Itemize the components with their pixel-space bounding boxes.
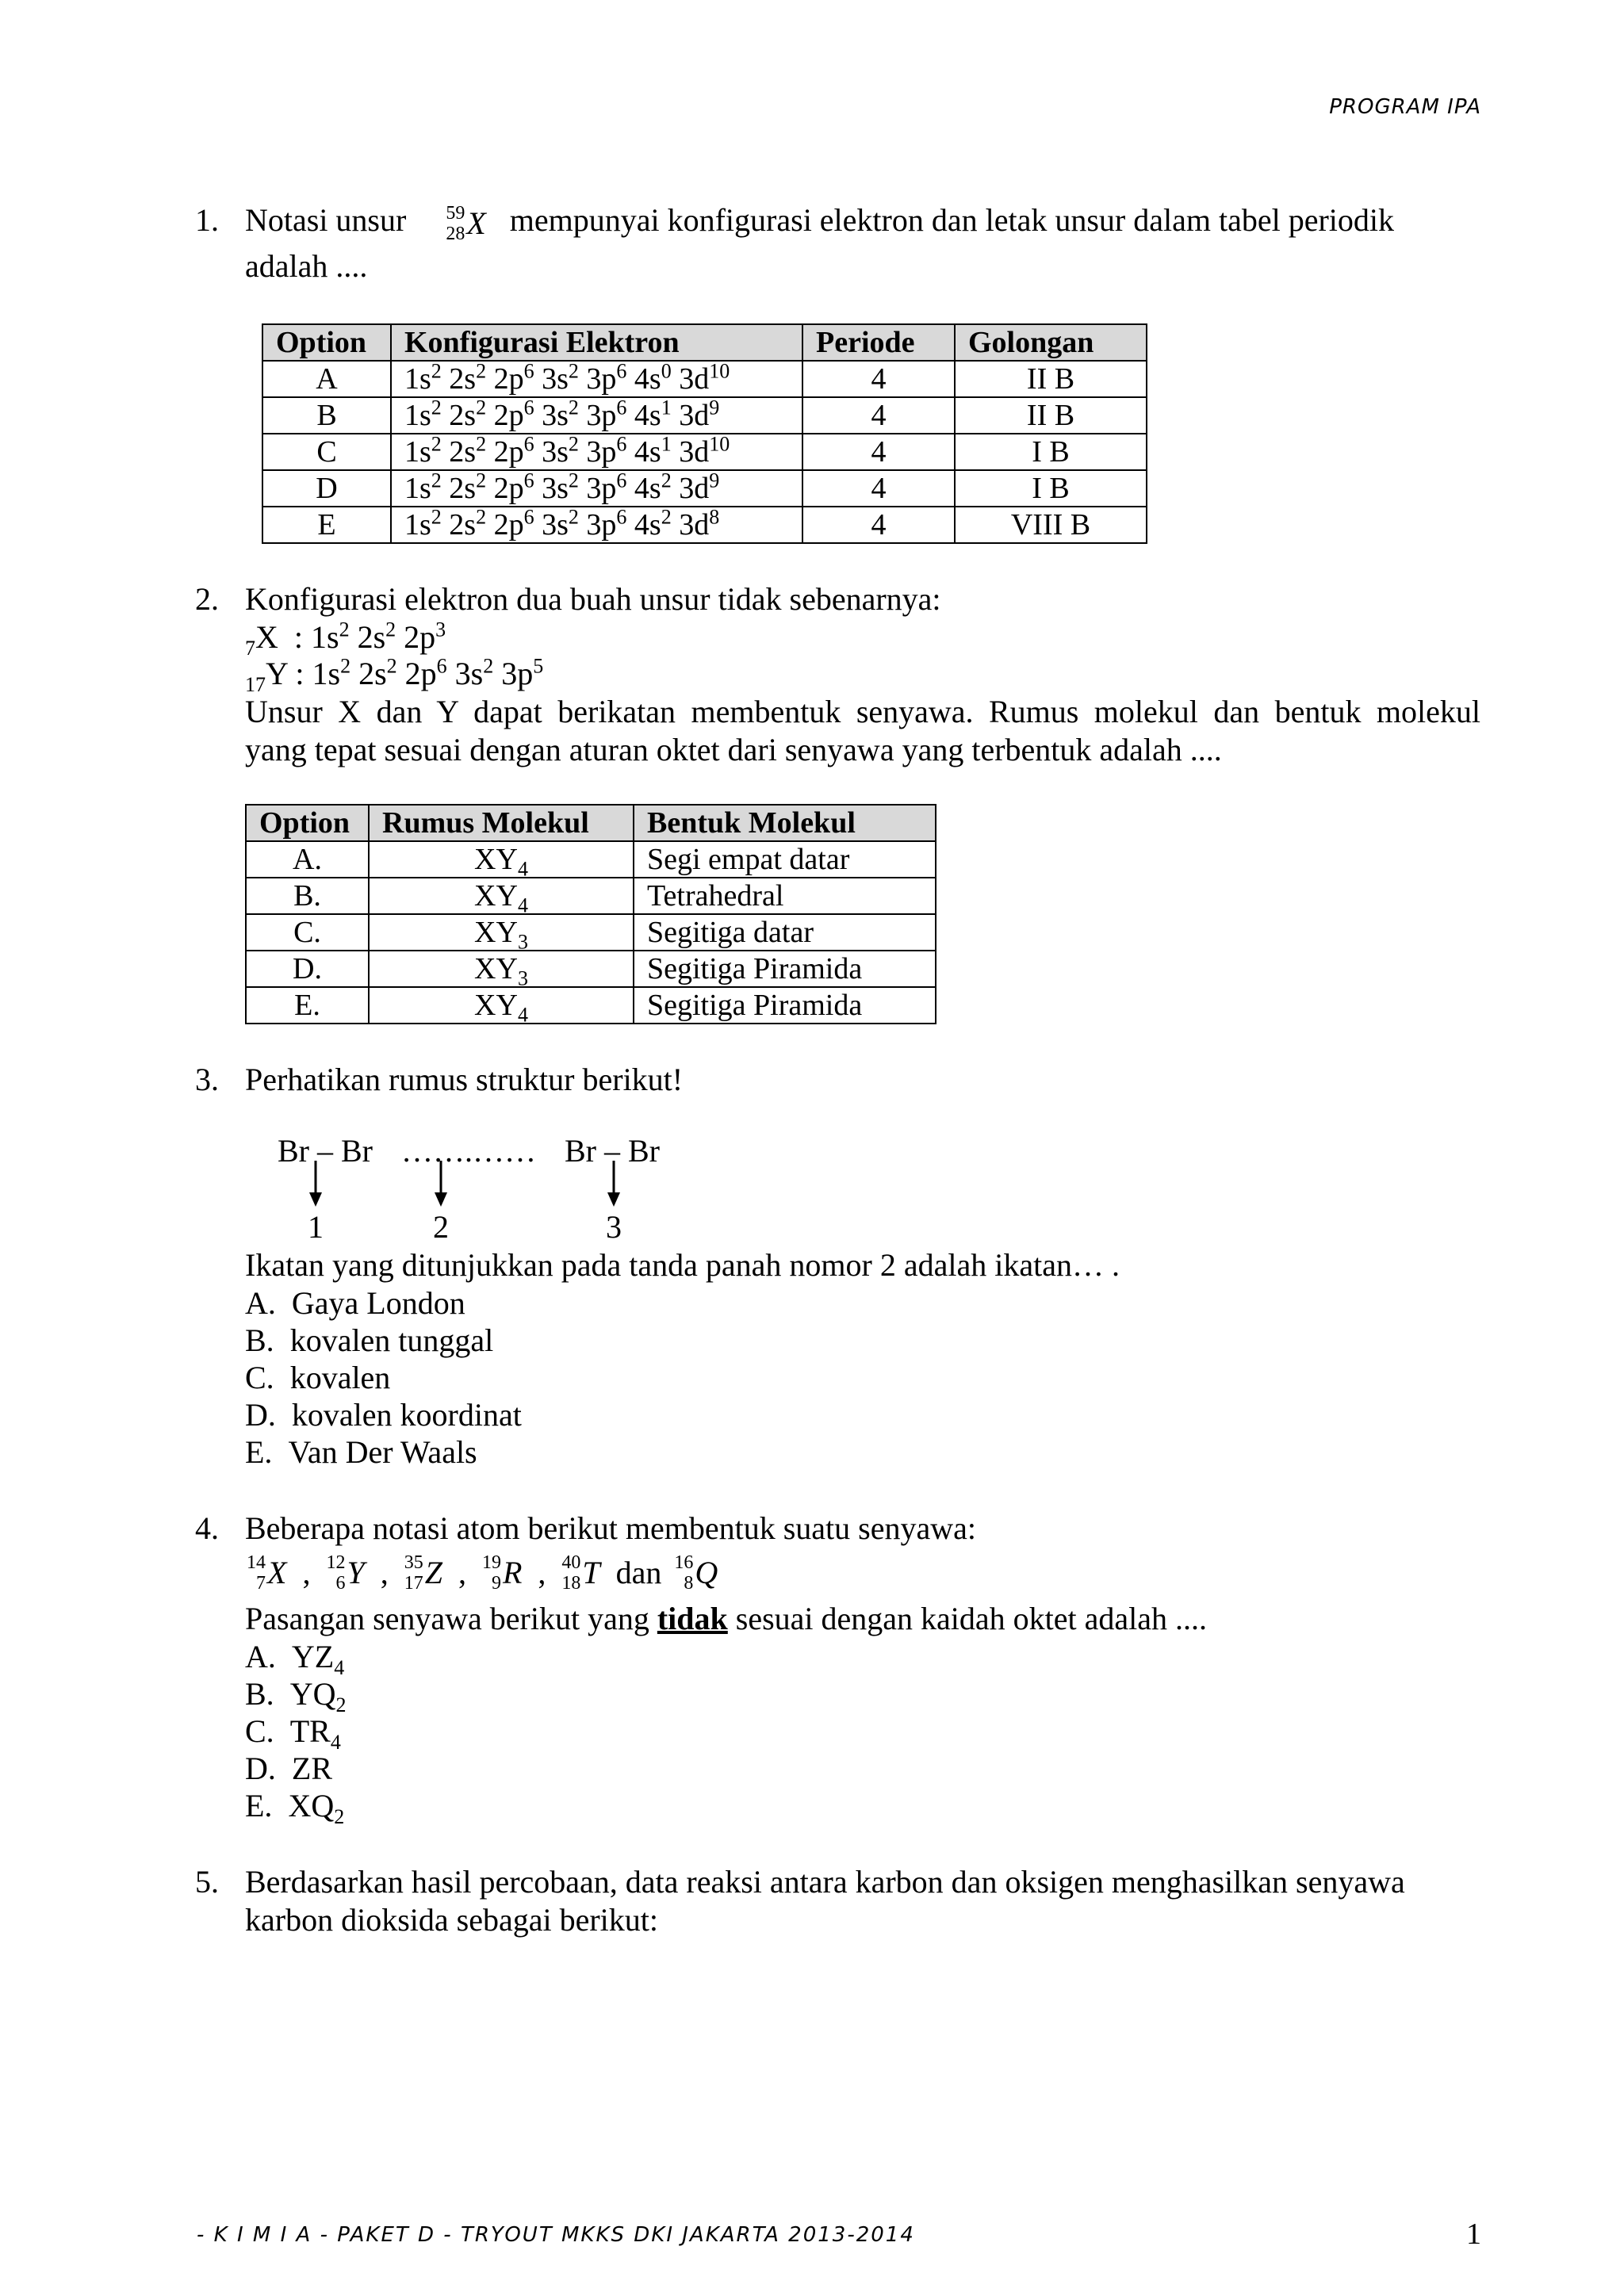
- table-row: [262, 397, 1147, 434]
- q1-table: [262, 323, 1147, 544]
- option-cell: B: [262, 397, 391, 434]
- q2-x-number: 7: [245, 637, 255, 660]
- page-number: 1: [1466, 2218, 1481, 2251]
- q4-line1: Beberapa notasi atom berikut membentuk suatu senyawa:: [245, 1510, 976, 1546]
- nuclide: 35 17 Z: [404, 1552, 442, 1594]
- q1-atomic: 28: [446, 223, 465, 244]
- q1-nuclide: [446, 203, 485, 244]
- q2-line1: Konfigurasi elektron dua buah unsur tidak sebenarnya:: [245, 581, 941, 617]
- nuclide: 16 8 Q: [674, 1552, 718, 1594]
- bentuk-cell: Segitiga Piramida: [634, 951, 936, 987]
- q4-option-a: A. $YZ_4$: [245, 1639, 345, 1679]
- option-cell: A: [262, 361, 391, 397]
- q2-para2: yang tepat sesuai dengan aturan oktet dari senyawa yang terbentuk adalah ....: [245, 732, 1222, 767]
- table-header: Konfigurasi Elektron: [391, 324, 802, 361]
- q2-para1: Unsur X dan Y dapat berikatan membentuk senyawa. Rumus molekul dan bentuk molekul: [245, 694, 1480, 729]
- rumus-cell: $XY_3$: [369, 951, 634, 987]
- option-cell: D: [262, 470, 391, 507]
- q1-text-after: mempunyai konfigurasi elektron dan letak unsur dalam tabel periodik: [509, 202, 1394, 238]
- q3-number: 3.: [195, 1062, 219, 1097]
- q3-option-e: E. Van Der Waals: [245, 1434, 477, 1470]
- nuclide: 14 7 X: [247, 1552, 287, 1594]
- q3-option-a: A. Gaya London: [245, 1285, 465, 1321]
- q2-table: [245, 804, 936, 1027]
- q3-structure-left: Br – Br: [278, 1133, 373, 1169]
- q4-question: Pasangan senyawa berikut yang tidak sesuai dengan kaidah oktet adalah ....: [245, 1601, 1208, 1636]
- arrow-2-icon: [431, 1159, 450, 1210]
- config-cell: $1s^2$ $2s^2$ $2p^6$ $3s^2$ $3p^6$ $4s^1$ $3d^{10}$: [391, 434, 802, 470]
- page-footer: - K I M I A - PAKET D - TRYOUT MKKS DKI JAKARTA 2013-2014: [197, 2223, 915, 2247]
- rumus-cell: $XY_4$: [369, 841, 634, 878]
- table-header-row: [262, 324, 1147, 361]
- golongan-cell: I B: [955, 434, 1147, 470]
- arrow-3-icon: [604, 1159, 623, 1210]
- q2-y-label: Y: [266, 656, 288, 691]
- q2-y-number: 17: [245, 673, 266, 696]
- q1-text-before: Notasi unsur: [245, 202, 407, 238]
- table-header: Rumus Molekul: [369, 805, 634, 841]
- q1-mass: 59: [446, 202, 465, 224]
- option-cell: C: [262, 434, 391, 470]
- config-cell: $1s^2$ $2s^2$ $2p^6$ $3s^2$ $3p^6$ $4s^2$ $3d^9$: [391, 470, 802, 507]
- bentuk-cell: Segi empat datar: [634, 841, 936, 878]
- arrow-label: 1: [308, 1209, 324, 1245]
- bentuk-cell: Tetrahedral: [634, 878, 936, 914]
- q4-option-c: C. $TR_4$: [245, 1713, 341, 1754]
- q4-option-b: B. $YQ_2$: [245, 1676, 347, 1716]
- q5-number: 5.: [195, 1864, 219, 1900]
- option-cell: E.: [246, 987, 369, 1024]
- table-row: [246, 987, 936, 1024]
- q3-option-c: C. kovalen: [245, 1360, 391, 1395]
- q3-structure-right: Br – Br: [565, 1133, 660, 1169]
- config-cell: $1s^2$ $2s^2$ $2p^6$ $3s^2$ $3p^6$ $4s^1$ $3d^9$: [391, 397, 802, 434]
- option-cell: D.: [246, 951, 369, 987]
- config-cell: $1s^2$ $2s^2$ $2p^6$ $3s^2$ $3p^6$ $4s^2$ $3d^8$: [391, 507, 802, 543]
- q3-question: Ikatan yang ditunjukkan pada tanda panah nomor 2 adalah ikatan… .: [245, 1247, 1120, 1283]
- q4-atom-list: 14 7 X , 12 6 Y , 35 17 Z , 19 9 R , 40 18 T dan 16 8 Q: [247, 1552, 718, 1594]
- q2-config-x: $_7$X : $1s^2$ $2s^2$ $2p^3$: [245, 618, 446, 660]
- q2-number: 2.: [195, 581, 219, 617]
- q3-option-d: D. kovalen koordinat: [245, 1397, 522, 1433]
- rumus-cell: $XY_3$: [369, 914, 634, 951]
- golongan-cell: I B: [955, 470, 1147, 507]
- periode-cell: 4: [802, 361, 955, 397]
- table-row: [262, 507, 1147, 543]
- table-header: Bentuk Molekul: [634, 805, 936, 841]
- table-row: [246, 878, 936, 914]
- option-cell: A.: [246, 841, 369, 878]
- nuclide: 12 6 Y: [326, 1552, 365, 1594]
- table-row: [262, 361, 1147, 397]
- table-header: Periode: [802, 324, 955, 361]
- q3-option-b: B. kovalen tunggal: [245, 1322, 494, 1358]
- q3-dots: …….……: [401, 1133, 536, 1169]
- table-row: [262, 434, 1147, 470]
- bentuk-cell: Segitiga datar: [634, 914, 936, 951]
- table-row: [262, 470, 1147, 507]
- q5-line1: Berdasarkan hasil percobaan, data reaksi antara karbon dan oksigen menghasilkan senyawa: [245, 1864, 1405, 1900]
- periode-cell: 4: [802, 397, 955, 434]
- q1-symbol: X: [466, 205, 486, 241]
- nuclide: 40 18 T: [561, 1552, 600, 1594]
- table-row: [246, 841, 936, 878]
- q1-stem: [245, 201, 1394, 244]
- table-header: Option: [246, 805, 369, 841]
- q4-emphasis: tidak: [657, 1601, 728, 1636]
- q1-number: 1.: [195, 202, 219, 238]
- option-cell: B.: [246, 878, 369, 914]
- golongan-cell: II B: [955, 361, 1147, 397]
- table-header: Option: [262, 324, 391, 361]
- table-row: [246, 951, 936, 987]
- q4-option-e: E. $XQ_2$: [245, 1788, 345, 1828]
- bentuk-cell: Segitiga Piramida: [634, 987, 936, 1024]
- arrow-label: 3: [606, 1209, 622, 1245]
- arrow-label: 2: [433, 1209, 449, 1245]
- q2-x-label: X: [255, 619, 278, 655]
- table-header-row: [246, 805, 936, 841]
- q3-line1: Perhatikan rumus struktur berikut!: [245, 1062, 684, 1097]
- periode-cell: 4: [802, 470, 955, 507]
- option-cell: E: [262, 507, 391, 543]
- nuclide: 19 9 R: [481, 1552, 523, 1594]
- golongan-cell: VIII B: [955, 507, 1147, 543]
- q1-line2: adalah ....: [245, 248, 368, 284]
- q5-line2: karbon dioksida sebagai berikut:: [245, 1902, 658, 1938]
- q4-option-d: D. ZR: [245, 1751, 333, 1786]
- page-header: PROGRAM IPA: [1329, 95, 1481, 119]
- golongan-cell: II B: [955, 397, 1147, 434]
- table-header: Golongan: [955, 324, 1147, 361]
- option-cell: C.: [246, 914, 369, 951]
- table-row: [246, 914, 936, 951]
- rumus-cell: $XY_4$: [369, 987, 634, 1024]
- arrow-1-icon: [306, 1159, 325, 1210]
- periode-cell: 4: [802, 507, 955, 543]
- config-cell: $1s^2$ $2s^2$ $2p^6$ $3s^2$ $3p^6$ $4s^0$ $3d^{10}$: [391, 361, 802, 397]
- q4-number: 4.: [195, 1510, 219, 1546]
- q2-config-y: $_{17}$Y : $1s^2$ $2s^2$ $2p^6$ $3s^2$ $3p^5$: [245, 654, 544, 696]
- rumus-cell: $XY_4$: [369, 878, 634, 914]
- periode-cell: 4: [802, 434, 955, 470]
